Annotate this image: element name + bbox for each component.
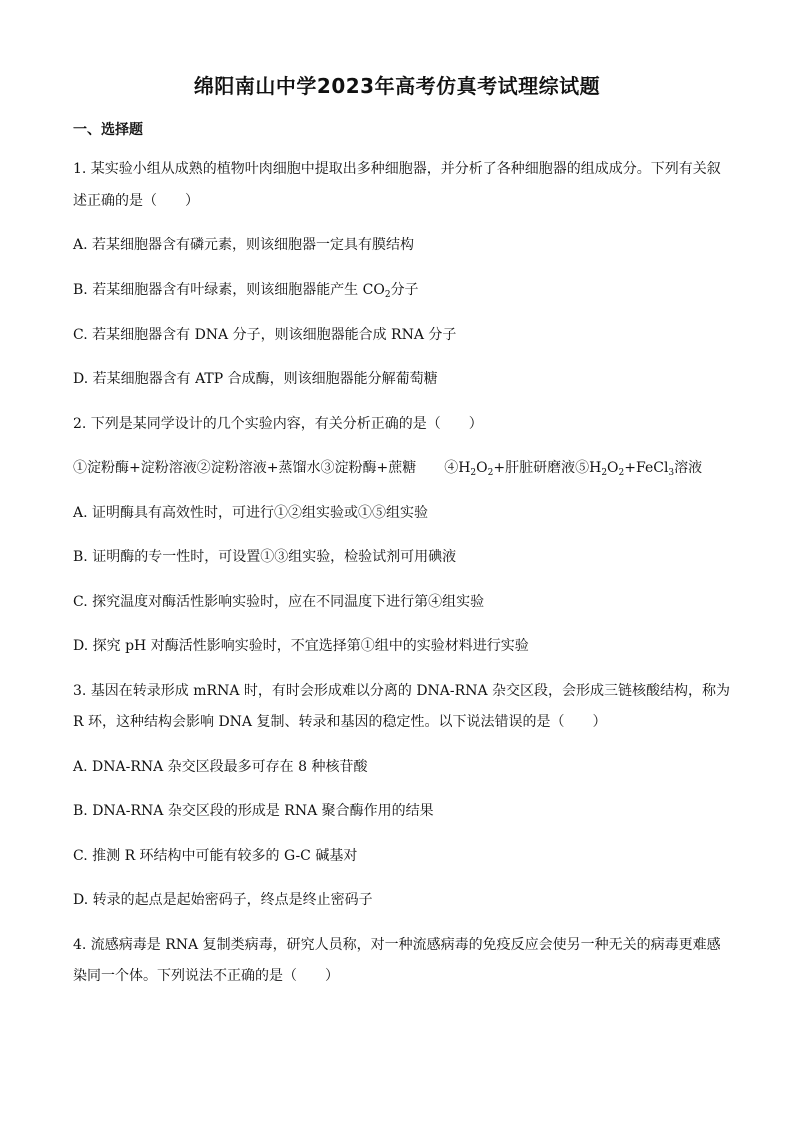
- q4-stem-line-1: 4. 流感病毒是 RNA 复制类病毒，研究人员称，对一种流感病毒的免疫反应会使另一种无关的病毒更难感: [73, 937, 721, 953]
- exam-title: 绵阳南山中学2023年高考仿真考试理综试题: [193, 74, 601, 98]
- q2-mat-6: 溶液: [674, 460, 703, 476]
- q1-stem-line-1: 1. 某实验小组从成熟的植物叶肉细胞中提取出多种细胞器，并分析了各种细胞器的组成成分。下列有关叙: [73, 161, 721, 177]
- q2-option-d: D. 探究 pH 对酶活性影响实验时，不宜选择第①组中的实验材料进行实验: [73, 638, 529, 654]
- q2-mat-1: ①淀粉酶+淀粉溶液②淀粉溶液+蒸馏水③淀粉酶+蔗糖 ④H: [73, 460, 471, 476]
- q3-option-b: B. DNA-RNA 杂交区段的形成是 RNA 聚合酶作用的结果: [73, 803, 434, 819]
- q1-option-a: A. 若某细胞器含有磷元素，则该细胞器一定具有膜结构: [73, 237, 415, 253]
- q2-materials: [73, 459, 702, 477]
- q3-option-a: A. DNA-RNA 杂交区段最多可存在 8 种核苷酸: [73, 759, 368, 775]
- q3-option-c: C. 推测 R 环结构中可能有较多的 G-C 碱基对: [73, 848, 358, 864]
- q2-mat-2: O: [476, 460, 488, 476]
- q3-option-d: D. 转录的起点是起始密码子，终点是终止密码子: [73, 892, 373, 908]
- q1-option-b-tail: 分子: [390, 282, 419, 298]
- q1-option-b: [73, 281, 419, 299]
- q2-option-b: B. 证明酶的专一性时，可设置①③组实验，检验试剂可用碘液: [73, 549, 457, 565]
- q1-option-d: D. 若某细胞器含有 ATP 合成酶，则该细胞器能分解葡萄糖: [73, 371, 438, 387]
- q2-mat-s1: 2: [470, 468, 477, 478]
- q4-stem-line-2: 染同一个体。下列说法不正确的是（ ）: [73, 968, 339, 984]
- q2-option-a: A. 证明酶具有高效性时，可进行①②组实验或①⑤组实验: [73, 505, 429, 521]
- q2-stem-line-1: 2. 下列是某同学设计的几个实验内容，有关分析正确的是（ ）: [73, 416, 483, 432]
- q3-stem-line-1: 3. 基因在转录形成 mRNA 时，有时会形成难以分离的 DNA-RNA 杂交区段，会形成三链核酸结构，称为: [73, 683, 730, 699]
- q2-mat-4: O: [607, 460, 619, 476]
- section-heading: 一、选择题: [73, 122, 143, 138]
- q2-mat-s5: 3: [668, 468, 675, 478]
- q1-option-b-text: B. 若某细胞器含有叶绿素，则该细胞器能产生 CO: [73, 282, 385, 298]
- q1-stem-line-2: 述正确的是（ ）: [73, 193, 199, 209]
- q3-stem-line-2: R 环，这种结构会影响 DNA 复制、转录和基因的稳定性。以下说法错误的是（ ）: [73, 714, 607, 730]
- q2-mat-s3: 2: [601, 468, 608, 478]
- q2-mat-s2: 2: [487, 468, 494, 478]
- q2-mat-5: +FeCl: [624, 460, 669, 476]
- q1-option-c: C. 若某细胞器含有 DNA 分子，则该细胞器能合成 RNA 分子: [73, 327, 457, 343]
- q1-option-b-sub: 2: [384, 290, 391, 300]
- q2-mat-s4: 2: [618, 468, 625, 478]
- q2-mat-3: +肝脏研磨液⑤H: [493, 460, 602, 476]
- q2-option-c: C. 探究温度对酶活性影响实验时，应在不同温度下进行第④组实验: [73, 594, 485, 610]
